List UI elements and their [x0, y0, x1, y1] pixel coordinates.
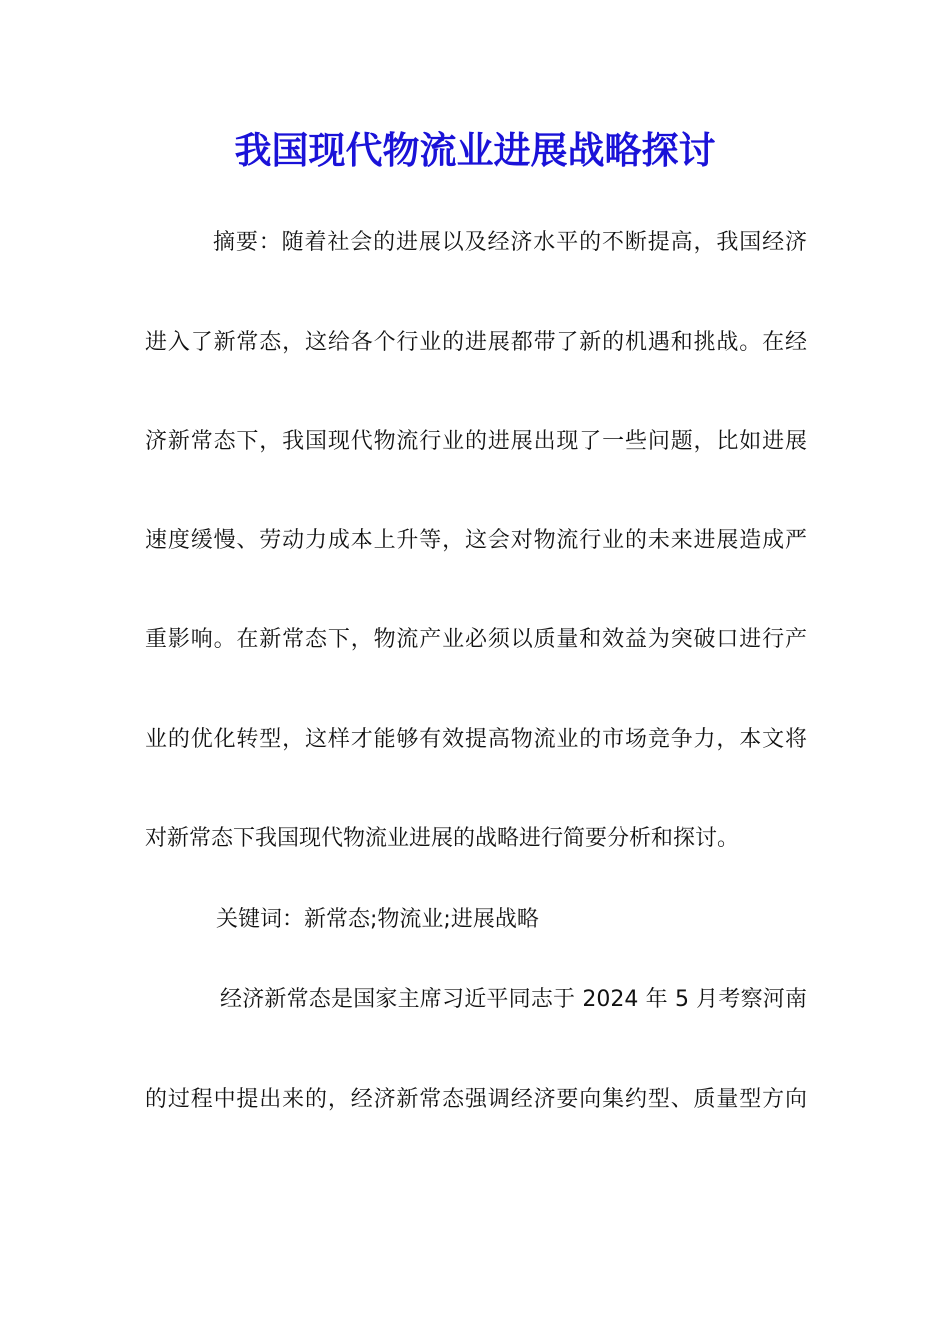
abstract-line-6: 业的优化转型，这样才能够有效提高物流业的市场竞争力，本文将 — [145, 727, 807, 752]
keywords-line: 关键词：新常态;物流业;进展战略 — [216, 907, 539, 932]
abstract-line-5: 重影响。在新常态下，物流产业必须以质量和效益为突破口进行产 — [145, 627, 807, 652]
document-title: 我国现代物流业进展战略探讨 — [234, 128, 716, 172]
abstract-line-4: 速度缓慢、劳动力成本上升等，这会对物流行业的未来进展造成严 — [145, 528, 807, 553]
body-line-2: 的过程中提出来的，经济新常态强调经济要向集约型、质量型方向 — [145, 1087, 807, 1112]
body-line-1: 经济新常态是国家主席习近平同志于 2024 年 5 月考察河南 — [220, 987, 807, 1012]
abstract-line-1: 摘要：随着社会的进展以及经济水平的不断提高，我国经济 — [213, 230, 807, 255]
abstract-line-3: 济新常态下，我国现代物流行业的进展出现了一些问题，比如进展 — [145, 429, 807, 454]
abstract-line-2: 进入了新常态，这给各个行业的进展都带了新的机遇和挑战。在经 — [145, 330, 807, 355]
abstract-line-7: 对新常态下我国现代物流业进展的战略进行简要分析和探讨。 — [145, 826, 740, 851]
